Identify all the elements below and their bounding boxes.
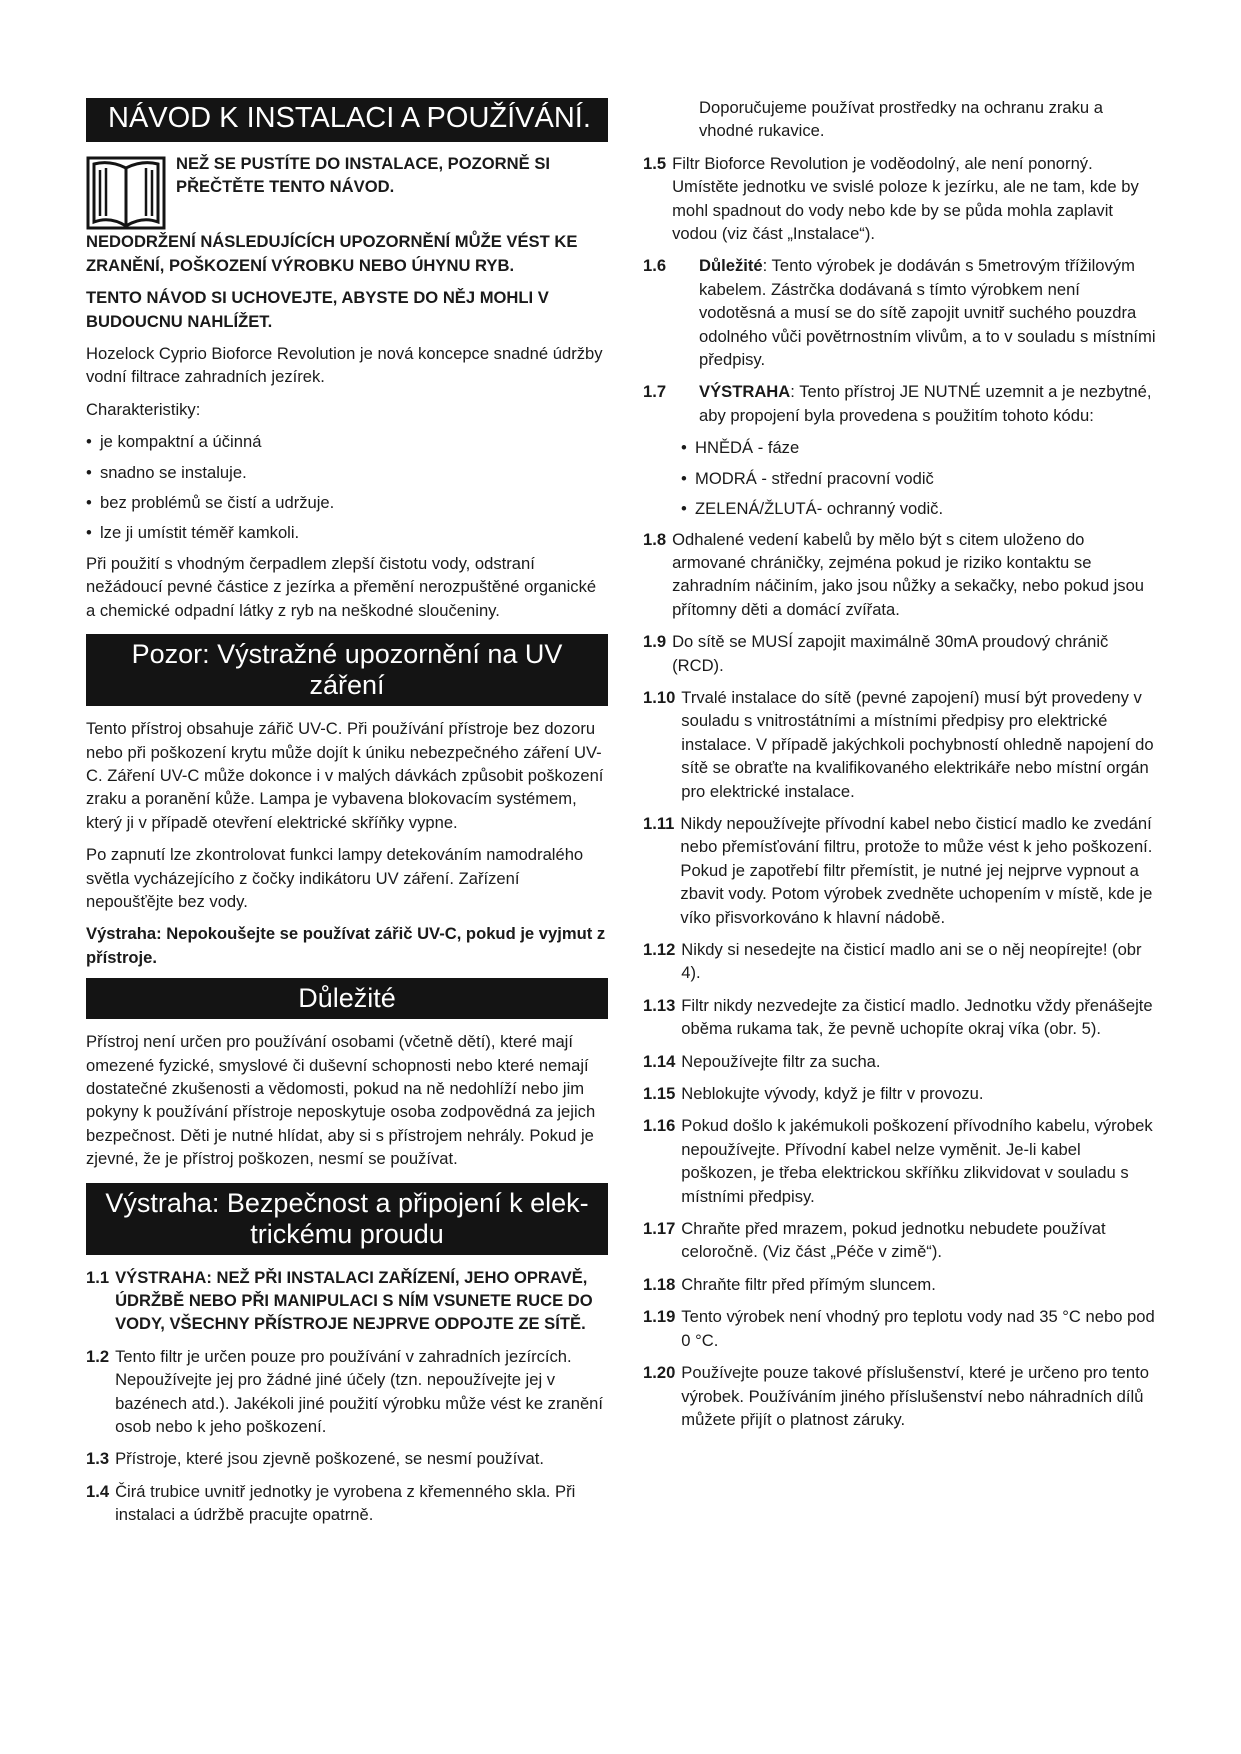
item-number: 1.15: [643, 1084, 676, 1104]
list-item: • bez problémů se čistí a udržuje.: [86, 493, 335, 513]
safety-item-1-9: [643, 630, 1157, 677]
safety-item-1-8: [643, 528, 1157, 622]
right-column: [643, 96, 1157, 1440]
safety-item-1-6: [643, 254, 1157, 371]
item-text: VÝSTRAHA: NEŽ PŘI INSTALACI ZAŘÍZENÍ, JEHO OPRAVĚ, ÚDRŽBĚ NEBO PŘI MANIPULACI S NÍM VSUNETE RUCE DO VODY, VŠECHNY PŘÍSTROJE NEJPRVE ODPOJTE ZE SÍTĚ.: [115, 1267, 593, 1334]
item-number: 1.1: [86, 1267, 110, 1287]
item-text: Chraňte filtr před přímým sluncem.: [681, 1274, 936, 1294]
safety-heading-line-2: trickému proudu: [250, 1218, 444, 1249]
item-number: 1.4: [86, 1481, 110, 1501]
item-text: Filtr Bioforce Revolution je voděodolný, ale není ponorný. Umístěte jednotku ve svislé poloze k jezírku, ale ne tam, kde by mohl spadnout do vody nebo kde by se půda mohla zaplavit vodou (viz část „Instalace“).: [672, 153, 1139, 244]
item-number: 1.14: [643, 1051, 676, 1071]
safety-item-1-16: [643, 1114, 1157, 1208]
item-number: 1.10: [643, 687, 676, 707]
list-item: • MODRÁ - střední pracovní vodič: [681, 468, 934, 488]
item-number: 1.6: [643, 256, 667, 276]
list-item: • snadno se instaluje.: [86, 462, 247, 482]
features-list: [86, 430, 608, 545]
item-text: Do sítě se MUSÍ zapojit maximálně 30mA proudový chránič (RCD).: [672, 632, 1109, 675]
left-column: [86, 98, 608, 1536]
item-text: Odhalené vedení kabelů by mělo být s citem uloženo do armované chráničky, zejména pokud je riziko kontaktu se zahradním náčiním, jako jsou nůžky a sekačky, nebo pokud jsou přítomny děti a domácí zvířata.: [672, 529, 1145, 619]
uv-paragraph-1: Tento přístroj obsahuje zářič UV-C. Při používání přístroje bez dozoru nebo při poškození krytu může dojít k úniku nebezpečného záření UV-C. Záření UV-C může dokonce i v malých dávkách způsobit poškození zraku a poranění kůže. Lampa je vybavena blokovacím systémem, který ji v případě otevření elektrické skříňky vypne.: [86, 719, 604, 832]
important-text: Přístroj není určen pro používání osobami (včetně dětí), které mají omezené fyzické, smyslové či duševní schopnosti nebo které nemají dostatečné zkušenosti a vědomosti, pokud na ně nedohlíží nebo jim pokyny k používání přístroje neposkytuje osoba zodpovědná za jejich bezpečnost. Děti je nutné hlídat, aby si s přístrojem nehrály. Pokud je zjevné, že je přístroj poškozen, nesmí se používat.: [86, 1032, 596, 1169]
item-number: 1.17: [643, 1219, 676, 1239]
item-number: 1.11: [643, 813, 675, 833]
item-number: 1.19: [643, 1307, 676, 1327]
item-number: 1.5: [643, 153, 667, 173]
item-text: Tento filtr je určen pouze pro používání v zahradních jezírcích. Nepoužívejte jej pro žádné jiné účely (tzn. nepoužívejte jej v bazénech atd.). Jakékoli jiné použití výrobku může vést ke zranění osob nebo k jeho poškození.: [115, 1346, 604, 1437]
item-text: Důležité: Tento výrobek je dodáván s 5metrovým třížilovým kabelem. Zástrčka dodávaná s tímto výrobkem není vodotěsná a musí se do sítě zapojit uvnitř suchého pouzdra odolného vůči povětrnostním vlivům, a to v souladu s místními předpisy.: [699, 256, 1156, 370]
safety-item-1-11: [643, 812, 1157, 929]
item-text: Čirá trubice uvnitř jednotky je vyrobena z křemenného skla. Při instalaci a údržbě pracujte opatrně.: [115, 1481, 576, 1525]
safety-item-1-7: [643, 380, 1157, 427]
safety-heading-line-1: Výstraha: Bezpečnost a připojení k elek-: [105, 1187, 589, 1218]
list-item: • je kompaktní a účinná: [86, 432, 262, 452]
list-item: • ZELENÁ/ŽLUTÁ- ochranný vodič.: [681, 499, 944, 519]
wire-colour-list: [643, 436, 1157, 520]
item-text: Nikdy si nesedejte na čisticí madlo ani se o něj neopírejte! (obr 4).: [681, 940, 1142, 983]
item-number: 1.7: [643, 382, 667, 402]
item-number: 1.16: [643, 1116, 676, 1136]
item-text: Chraňte před mrazem, pokud jednotku nebudete používat celoročně. (Viz část „Péče v zimě“).: [681, 1219, 1106, 1262]
features-label: Charakteristiky:: [86, 399, 201, 419]
safety-item-1-19: [643, 1305, 1157, 1352]
item-text: VÝSTRAHA: Tento přístroj JE NUTNÉ uzemnit a je nezbytné, aby propojení byla provedena s použitím tohoto kódu:: [699, 382, 1152, 425]
item-text: Tento výrobek není vhodný pro teplotu vody nad 35 °C nebo pod 0 °C.: [681, 1307, 1155, 1350]
item-number: 1.2: [86, 1346, 110, 1366]
safety-item-1-20: [643, 1361, 1157, 1431]
item-text: Používejte pouze takové příslušenství, které je určeno pro tento výrobek. Používáním jiného příslušenství nebo náhradních dílů můžete přijít o platnost záruky.: [681, 1363, 1149, 1429]
safety-heading: [86, 1183, 608, 1255]
uv-warning-text: Výstraha: Nepokoušejte se používat zářič UV-C, pokud je vyjmut z přístroje.: [86, 924, 606, 967]
item-number: 1.18: [643, 1274, 676, 1294]
safety-item-1-17: [643, 1217, 1157, 1264]
safety-item-1-15: [643, 1082, 1157, 1105]
safety-item-1-10: [643, 686, 1157, 803]
item-text: Nikdy nepoužívejte přívodní kabel nebo čisticí madlo ke zvedání nebo přemísťování filtru, protože to může vést k jeho poškození. Pokud je zapotřebí filtr přemístit, je nutné jej nejprve vypnout a zbavit vody. Potom výrobek zvedněte uchopením v místě, kde je víko přisvorkováno k hlavní nádobě.: [680, 813, 1153, 927]
item-number: 1.12: [643, 940, 676, 959]
item-text: Pokud došlo k jakémukoli poškození přívodního kabelu, výrobek nepoužívejte. Přívodní kabel nelze vyměnit. Je-li kabel poškozen, je třeba elektrickou skříňku zlikvidovat v souladu s místními předpisy.: [681, 1116, 1153, 1206]
safety-item-1-1: [86, 1266, 608, 1336]
item-number: 1.13: [643, 995, 676, 1015]
page-title: NÁVOD K INSTALACI A POUŽÍVÁNÍ.: [86, 98, 608, 142]
item-text: Trvalé instalace do sítě (pevné zapojení) musí být provedeny v souladu s vnitrostátními a místními předpisy pro elektrické instalace. V případě jakýchkoli pochybností ohledně napojení do sítě se obraťte na kvalifikovaného elektrikáře nebo místní orgán pro elektrické instalace.: [681, 687, 1154, 801]
safety-item-1-12: [643, 938, 1157, 985]
list-item: • lze ji umístit téměř kamkoli.: [86, 523, 300, 543]
item-text: Nepoužívejte filtr za sucha.: [681, 1051, 881, 1071]
protection-recommendation: Doporučujeme používat prostředky na ochranu zraku a vhodné rukavice.: [699, 98, 1104, 141]
pump-text: Při použití s vhodným čerpadlem zlepší čistotu vody, odstraní nežádoucí pevné částice z jezírka a přemění nerozpuštěné organické a chemické odpadní látky z ryb na neškodné sloučeniny.: [86, 553, 597, 620]
item-number: 1.20: [643, 1363, 676, 1383]
keep-manual-note: TENTO NÁVOD SI UCHOVEJTE, ABYSTE DO NĚJ MOHLI V BUDOUCNU NAHLÍŽET.: [86, 288, 549, 331]
important-heading: Důležité: [86, 978, 608, 1019]
uv-paragraph-2: Po zapnutí lze zkontrolovat funkci lampy detekováním namodralého světla vycházejícího z čočky indikátoru UV záření. Zařízení nepoušťějte bez vody.: [86, 845, 584, 911]
safety-item-1-13: [643, 994, 1157, 1041]
safety-item-1-4: [86, 1480, 608, 1527]
safety-item-1-2: [86, 1345, 608, 1439]
safety-item-1-3: [86, 1447, 608, 1470]
uv-warning-heading: Pozor: Výstražné upozornění na UV záření: [86, 634, 608, 706]
safety-item-1-18: [643, 1273, 1157, 1296]
safety-item-1-5: [643, 152, 1157, 246]
item-text: Přístroje, které jsou zjevně poškozené, se nesmí používat.: [115, 1449, 544, 1469]
item-number: 1.3: [86, 1449, 110, 1469]
warning-read-before-install: NEŽ SE PUSTÍTE DO INSTALACE, POZORNĚ SI PŘEČTĚTE TENTO NÁVOD.: [176, 154, 551, 197]
item-text: Neblokujte vývody, když je filtr v provozu.: [681, 1084, 984, 1104]
item-number: 1.9: [643, 632, 667, 652]
safety-item-1-14: [643, 1050, 1157, 1073]
list-item: • HNĚDÁ - fáze: [681, 438, 800, 458]
book-icon: [86, 154, 166, 234]
item-text: Filtr nikdy nezvedejte za čisticí madlo. Jednotku vždy přenášejte oběma rukama tak, že pevně uchopíte okraj víka (obr. 5).: [681, 995, 1153, 1039]
intro-text: Hozelock Cyprio Bioforce Revolution je nová koncepce snadné údržby vodní filtrace zahradních jezírek.: [86, 344, 603, 387]
warning-consequences: NEDODRŽENÍ NÁSLEDUJÍCÍCH UPOZORNĚNÍ MŮŽE VÉST KE ZRANĚNÍ, POŠKOZENÍ VÝROBKU NEBO ÚHYNU RYB.: [86, 232, 578, 275]
item-number: 1.8: [643, 529, 667, 549]
